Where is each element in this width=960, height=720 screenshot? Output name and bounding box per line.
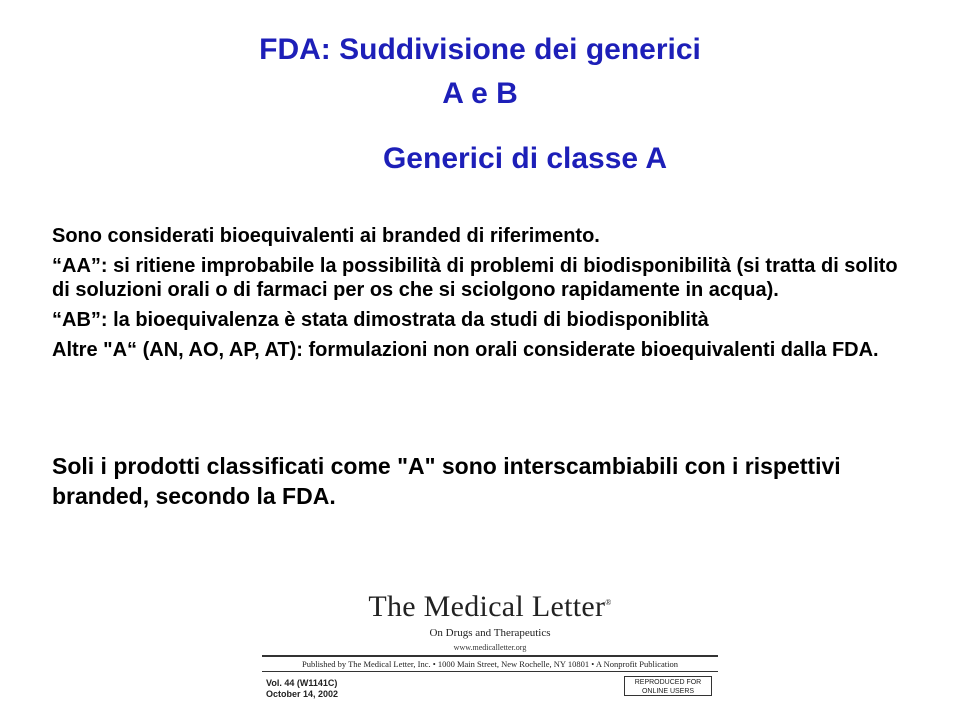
masthead-tagline: On Drugs and Therapeutics [429, 627, 551, 639]
slide-title-line2: A e B [442, 77, 518, 110]
masthead-bottom-rule [262, 671, 718, 672]
masthead-top-rule [262, 655, 718, 657]
slide-body [52, 224, 912, 368]
masthead-issue [266, 678, 338, 700]
stamp-line1: REPRODUCED FOR [634, 679, 702, 686]
paragraph-4: Altre "A“ (AN, AO, AP, AT): formulazioni non orali considerate bioequivalenti dalla FDA. [52, 339, 879, 361]
reproduced-stamp [624, 676, 712, 696]
paragraph-2: “AA”: si ritiene improbabile la possibilità di problemi di biodisponibilità (si tratta di solito di soluzioni orali o di farmaci per os che si sciolgono rapidamente in acqua). [52, 255, 898, 301]
stamp-line2: ONLINE USERS [641, 688, 695, 695]
paragraph-1: Sono considerati bioequivalenti ai branded di riferimento. [52, 225, 600, 247]
masthead-name: The Medical Letter [368, 590, 606, 623]
masthead-publisher: Published by The Medical Letter, Inc. • 1000 Main Street, New Rochelle, NY 10801 • A Nonprofit Publication [301, 659, 678, 669]
masthead-title [262, 590, 718, 624]
conclusion-text: Soli i prodotti classificati come "A" sono interscambiabili con i rispettivi branded, secondo la FDA. [52, 453, 841, 509]
masthead-date: October 14, 2002 [266, 689, 339, 699]
medical-letter-masthead [262, 590, 718, 715]
masthead-url: www.medicalletter.org [453, 643, 527, 652]
registered-mark: ® [605, 598, 612, 607]
slide-title-line1: FDA: Suddivisione dei generici [259, 33, 701, 66]
masthead-volume: Vol. 44 (W1141C) [266, 678, 338, 688]
paragraph-3: “AB”: la bioequivalenza è stata dimostrata da studi di biodisponiblità [52, 309, 709, 331]
slide-subtitle: Generici di classe A [382, 142, 668, 175]
